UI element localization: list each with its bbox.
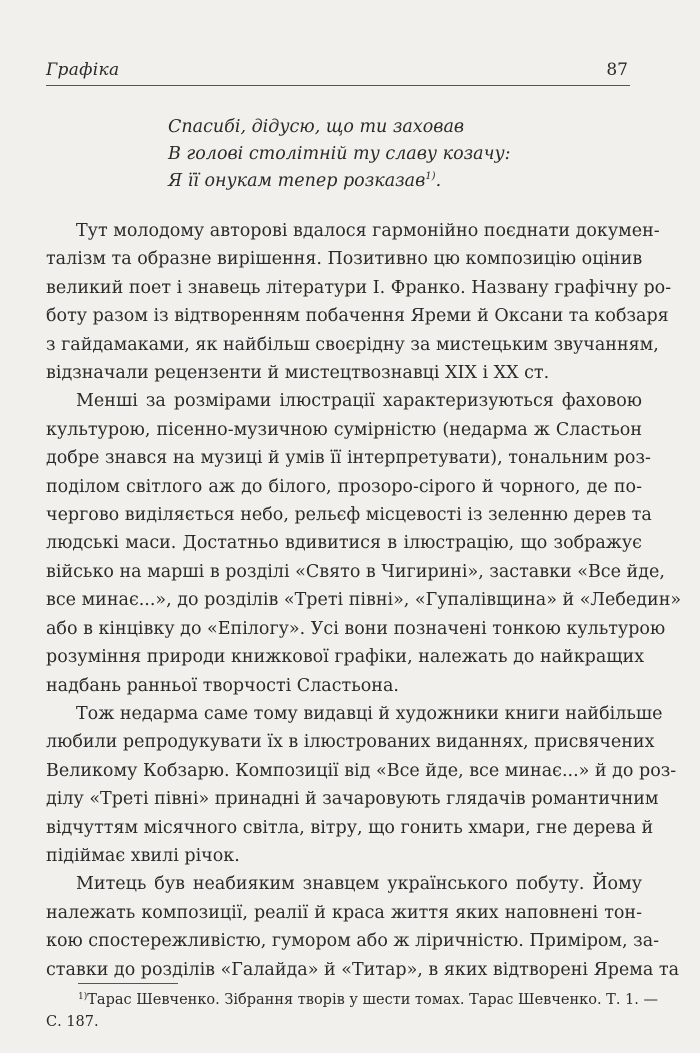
text-line: або в кінцівку до «Епілогу». Усі вони позначені тонкою культурою [46,618,666,639]
text-line: чергово виділяється небо, рельєф місцевості із зеленню дерев та [46,505,652,526]
footnote-line [46,989,659,1011]
section-title: Графіка [46,60,120,80]
text-line: надбань ранньої творчості Сластьона. [46,675,399,696]
text-line: Тож недарма саме тому видавці й художники книги найбільше [76,703,663,724]
footnote-marker: 1) [78,992,88,1002]
epigraph-end-punct: . [435,171,442,191]
text-line: все минає...», до розділів «Треті півні», «Гупалівщина» й «Лебедин» [46,590,682,611]
paragraph [46,870,680,984]
footnote-reference: 1) [425,171,436,182]
page-number: 87 [606,60,628,80]
text-line: ділу «Треті півні» принадні й зачаровують глядачів романтичним [46,789,659,810]
text-line: військо на марші в розділі «Свято в Чигирині», заставки «Все йде, [46,561,665,582]
text-line: талізм та образне вирішення. Позитивно цю композицію оцінив [46,249,643,270]
text-line: з гайдамаками, як найбільш своєрідну за мистецьким звучанням, [46,334,659,355]
text-line: Митець був неабияким знавцем українського побуту. Йому [76,874,642,895]
text-line: розуміння природи книжкової графіки, належать до найкращих [46,647,645,668]
text-line: Тут молодому авторові вдалося гармонійно поєднати докумен- [76,221,660,241]
text-line: добре знався на музиці й умів її інтерпретувати), тональним роз- [46,448,651,469]
paragraph [46,700,677,870]
running-head [46,60,630,84]
footnote [46,989,659,1033]
epigraph-line: В голові столітній ту славу козачу: [168,144,511,164]
text-line: поділом світлого аж до білого, прозоро-сірого й чорного, де по- [46,476,642,497]
text-line: великий поет і знавець літератури І. Франко. Названу графічну ро- [46,277,672,298]
epigraph-line [168,168,511,195]
text-line: любили репродукувати їх в ілюстрованих виданнях, присвячених [46,732,655,753]
text-line: підіймає хвилі річок. [46,845,240,866]
text-line: кою спостережливістю, гумором або ж ліричністю. Приміром, за- [46,931,660,952]
header-rule [46,85,630,86]
footnote-rule [78,983,178,984]
footnote-line: С. 187. [46,1014,99,1030]
text-line: боту разом із відтворенням побачення Яреми й Оксани та кобзаря [46,306,669,327]
epigraph-line-text: Я її онукам тепер розказав [168,171,426,191]
footnote-text: Тарас Шевченко. Зібрання творів у шести томах. Тарас Шевченко. Т. 1. — [87,992,659,1008]
epigraph-line: Спасибі, дідусю, що ти заховав [168,117,465,137]
text-line: Менші за розмірами ілюстрації характеризуються фаховою [76,391,642,412]
text-line: людські маси. Достатньо вдивитися в ілюстрацію, що зображує [46,533,642,554]
text-line: Великому Кобзарю. Композиції від «Все йде, все минає...» й до роз- [46,760,677,781]
text-line: відзначали рецензенти й мистецтвознавці XIX і XX ст. [46,363,550,384]
text-line: ставки до розділів «Галайда» й «Титар», в яких відтворені Ярема та [46,959,680,980]
body-text [46,217,682,984]
epigraph [168,114,511,195]
text-line: культурою, пісенно-музичною сумірністю (недарма ж Сластьон [46,419,642,440]
paragraph [46,387,682,699]
paragraph [46,217,672,387]
text-line: відчуттям місячного світла, вітру, що гонить хмари, гне дерева й [46,817,654,838]
text-line: належать композиції, реалії й краса життя яких наповнені тон- [46,902,642,923]
